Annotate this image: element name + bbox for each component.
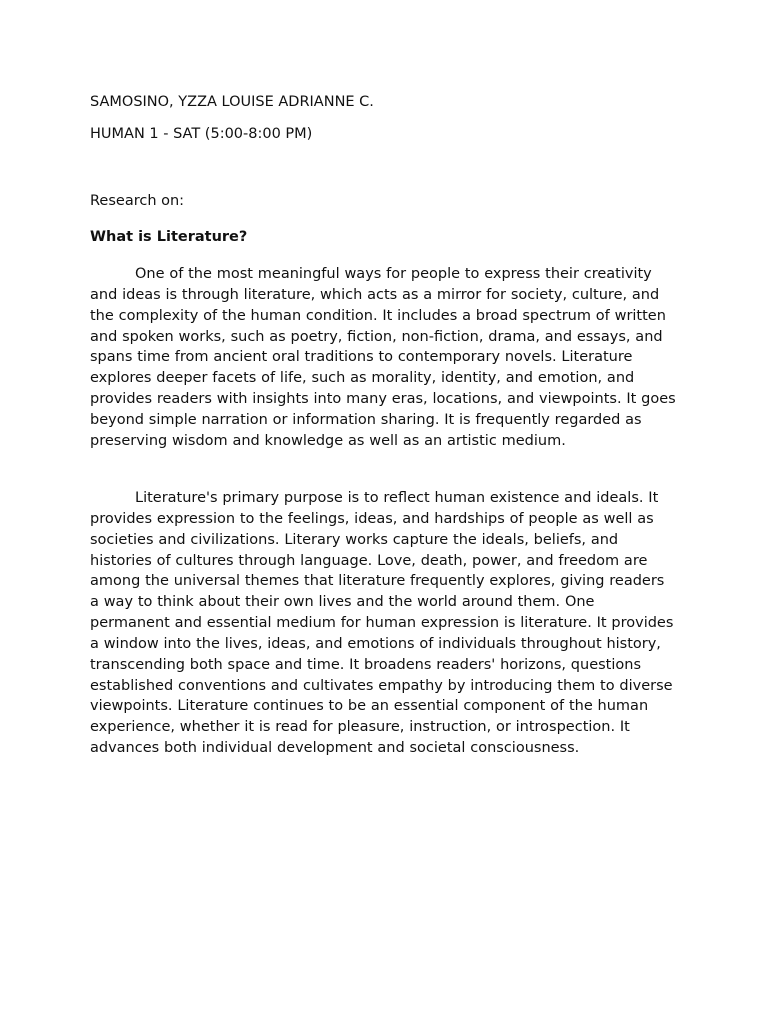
author-name: SAMOSINO, YZZA LOUISE ADRIANNE C. (90, 94, 374, 110)
body-paragraph: One of the most meaningful ways for people to express their creativity and ideas is through literature, which acts as a mirror for society, culture, and the complexity of the human condition. It includes a broad spectrum of written and spoken works, such as poetry, fiction, non-fiction, drama, and essays, and spans time from ancient oral traditions to contemporary novels. Literature explores deeper facets of life, such as morality, identity, and emotion, and provides readers with insights into many eras, locations, and viewpoints. It goes beyond simple narration or information sharing. It is frequently regarded as preserving wisdom and knowledge as well as an artistic medium. (90, 266, 676, 449)
document-heading: What is Literature? (90, 229, 248, 245)
research-label: Research on: (90, 193, 185, 209)
body-paragraph: Literature's primary purpose is to reflect human existence and ideals. It provides expression to the feelings, ideas, and hardships of people as well as societies and civilizations. Literary works capture the ideals, beliefs, and histories of cultures through language. Love, death, power, and freedom are among the universal themes that literature frequently explores, giving readers a way to think about their own lives and the world around them. One permanent and essential medium for human expression is literature. It provides a window into the lives, ideas, and emotions of individuals throughout history, transcending both space and time. It broadens readers' horizons, questions established conventions and cultivates empathy by introducing them to diverse viewpoints. Literature continues to be an essential component of the human experience, whether it is read for pleasure, instruction, or introspection. It advances both individual development and societal consciousness. (90, 490, 674, 757)
course-info: HUMAN 1 - SAT (5:00-8:00 PM) (90, 126, 313, 142)
